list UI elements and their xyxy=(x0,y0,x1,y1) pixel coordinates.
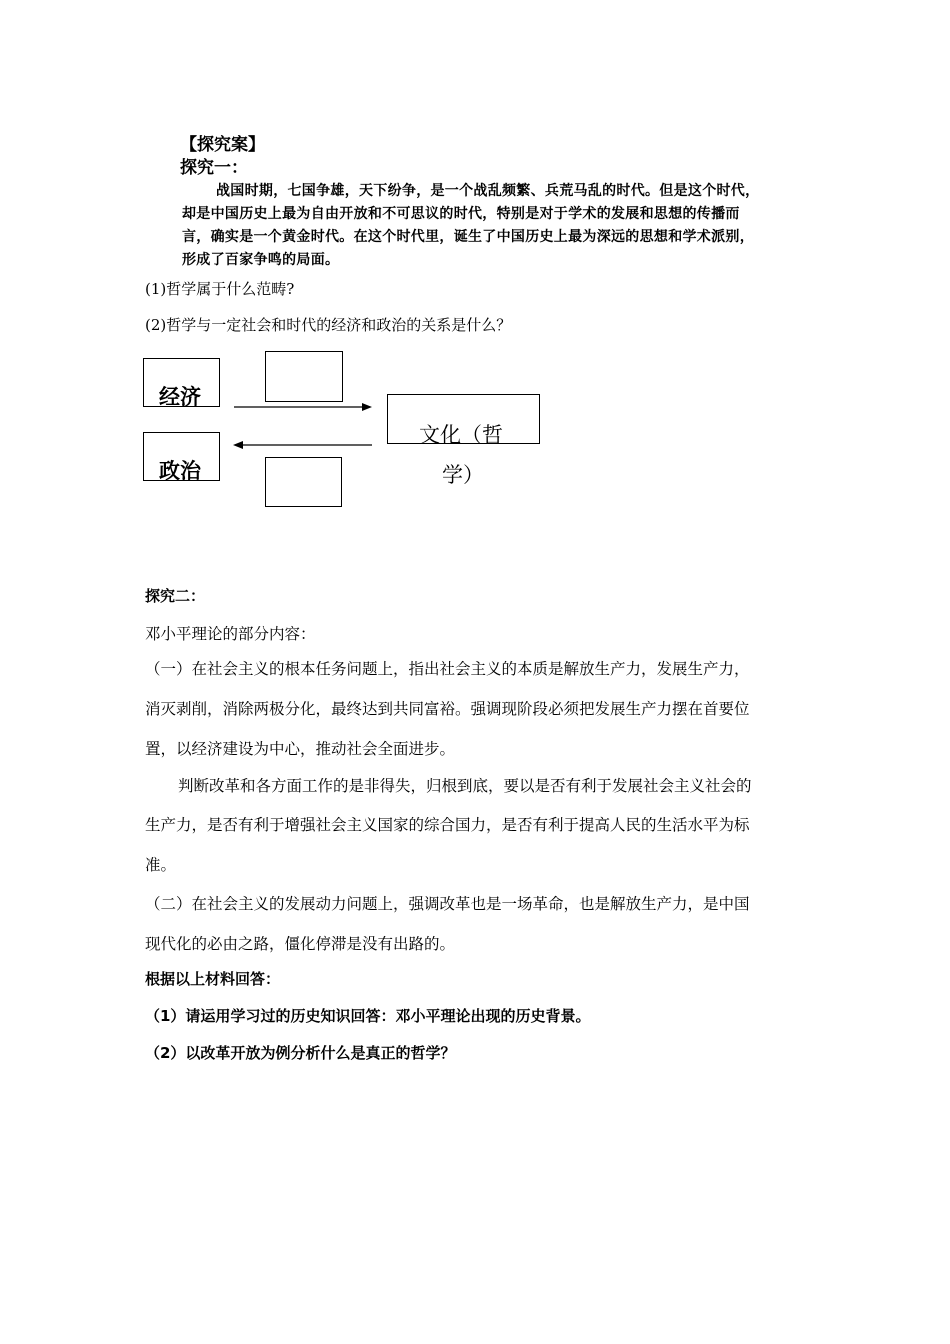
section2-question-1: （1）请运用学习过的历史知识回答：邓小平理论出现的历史背景。 xyxy=(145,1007,591,1025)
section2-intro: 邓小平理论的部分内容： xyxy=(145,625,316,643)
paragraph-line-3: 置，以经济建设为中心，推动社会全面进步。 xyxy=(145,740,456,758)
paragraph-line-6: 准。 xyxy=(145,856,177,874)
section2-heading: 探究二： xyxy=(145,587,206,605)
passage-line-4: 形成了百家争鸣的局面。 xyxy=(182,252,340,268)
culture-label-line2: 学） xyxy=(442,463,484,487)
question-2: (2)哲学与一定社会和时代的经济和政治的关系是什么？ xyxy=(145,316,512,334)
paragraph-line-5: 生产力，是否有利于增强社会主义国家的综合国力，是否有利于提高人民的生活水平为标 xyxy=(145,816,750,834)
arrowhead-right xyxy=(362,403,372,411)
economy-label: 经济 xyxy=(159,384,201,409)
paragraph-line-8: 现代化的必由之路，僵化停滞是没有出路的。 xyxy=(145,935,456,953)
paragraph-line-7: （二）在社会主义的发展动力问题上，强调改革也是一场革命，也是解放生产力，是中国 xyxy=(145,895,750,913)
question-1: (1)哲学属于什么范畴? xyxy=(145,280,295,298)
culture-label-line1: 文化（哲 xyxy=(419,423,503,447)
section1-subheading: 探究一： xyxy=(180,158,248,178)
politics-label: 政治 xyxy=(159,458,201,483)
arrowhead-left xyxy=(233,441,243,449)
paragraph-line-2: 消灭剥削，消除两极分化，最终达到共同富裕。强调现阶段必须把发展生产力摆在首要位 xyxy=(145,700,750,718)
section1-heading: 【探究案】 xyxy=(180,135,265,155)
passage-line-3: 言，确实是一个黄金时代。在这个时代里，诞生了中国历史上最为深远的思想和学术派别， xyxy=(182,229,754,245)
passage-line-2: 却是中国历史上最为自由开放和不可思议的时代，特别是对于学术的发展和思想的传播而 xyxy=(182,206,740,222)
paragraph-line-4: 判断改革和各方面工作的是非得失，归根到底，要以是否有利于发展社会主义社会的 xyxy=(178,777,752,795)
paragraph-line-1: （一）在社会主义的根本任务问题上，指出社会主义的本质是解放生产力，发展生产力， xyxy=(145,660,750,678)
section2-question-2: （2）以改革开放为例分析什么是真正的哲学？ xyxy=(145,1044,456,1062)
passage-line-1: 战国时期，七国争雄，天下纷争，是一个战乱频繁、兵荒马乱的时代。但是这个时代， xyxy=(216,183,760,199)
answer-prompt: 根据以上材料回答： xyxy=(145,970,281,988)
